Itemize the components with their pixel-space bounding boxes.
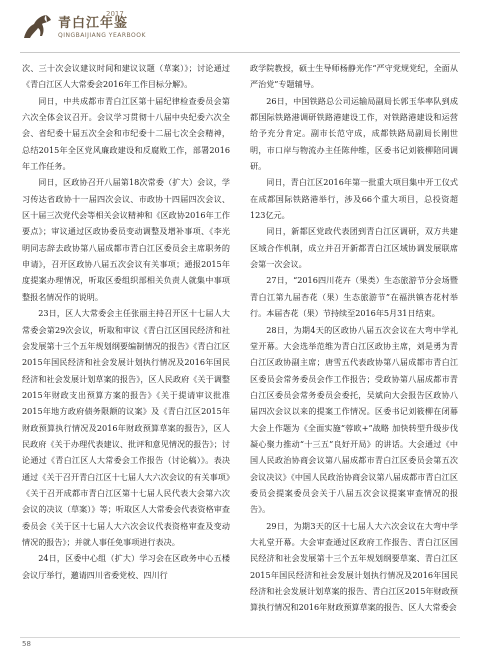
- paragraph: 23日，区人大常委会主任张丽主持召开区十七届人大常委会第29次会议，听取和审议《青白江区国民经济和社会发展第十三个五年规划纲要编制情况的报告》《青白江区2015年国民经济和社会发展计划执行情况及2016年国民经济和社会发展计划草案的报告》，区人民政府《关于调整2015年财政支出预算方案的报告》《关于提请审议批准2015年地方政府债务限额的议案》及《青白江区2015年财政预算执行情况及2016年财政预算草案的报告》，区人民政府《关于办理代表建议、批评和意见情况的报告》；讨论通过《青白江区人大常委会工作报告（讨论稿）》。表决通过《关于召开青白江区十七届人大六次会议的有关事项》《关于召开成都市青白江区第十七届人民代表大会第六次会议的决议（草案）》等；听取区人大常委会代表资格审查委员会《关于区十七届人大六次会议代表资格审查及变动情况的报告》；并就人事任免事项进行表决。: [22, 308, 230, 547]
- paragraph: 27日，“2016四川花卉（果类）生态旅游节分会场暨青白江第九届杏花（果）生态旅游节”在福洪镇杏花村举行。本届杏花（果）节持续至2016年5月31日结束。: [250, 275, 458, 319]
- paragraph: 同日，中共成都市青白江区第十届纪律检查委员会第六次全体会议召开。会议学习贯彻十八届中央纪委六次全会、省纪委十届五次全会和市纪委十二届七次全会精神，总结2015年全区党风廉政建设和反腐败工作，部署2016年工作任务。: [22, 95, 230, 172]
- header-divider: [20, 52, 460, 53]
- paragraph: 同日，青白江区2016年第一批重大项目集中开工仪式在成都国际铁路港举行，涉及66个重大项目，总投资超123亿元。: [250, 177, 458, 221]
- page-number: 58: [22, 640, 31, 648]
- paragraph: 24日，区委中心组（扩大）学习会在区政务中心五楼会议厅举行，邀请四川省委党校、四川行: [22, 553, 230, 580]
- paragraph: 28日，为期4天的区政协八届五次会议在大弯中学礼堂开幕。大会选举范维为青白江区政协主席，刘是勇为青白江区政协副主席；唐雪五代表政协第八届成都市青白江区委员会常务委员会作工作报告；受政协第八届成都市青白江区委员会常务委员会委托，吴斌向大会报告区政协八届四次会议以来的提案工作情况。区委书记刘筱柳在闭幕大会上作题为《全面实施“蓉欧+”战略 加快转型升级步伐 凝心聚力推动“十三五”良好开局》的讲话。大会通过《中国人民政治协商会议第八届成都市青白江区委员会第五次会议决议》《中国人民政治协商会议第八届成都市青白江区委员会提案委员会关于八届五次会议提案审查情况的报告》。: [250, 324, 458, 515]
- paragraph: 次、三十次会议建议时间和建议议题（草案）》；讨论通过《青白江区人大常委会2016年工作目标分解》。: [22, 63, 230, 90]
- page-header: [20, 8, 460, 52]
- footer-divider: [20, 637, 460, 638]
- paragraph: 29日，为期3天的区十七届人大六次会议在大弯中学大礼堂开幕。大会审查通过区政府工作报告、青白江区国民经济和社会发展第十三个五年规划纲要草案、青白江区2015年国民经济和社会发展计划执行情况及2016年国民经济和社会发展计划草案的报告、青白江区2015年财政预算执行情况和2016年财政预算草案的报告、区人大常委会: [250, 520, 458, 613]
- paragraph: 政学院教授，硕士生导师杨静光作“严守党规党纪，全面从严治党”专题辅导。: [250, 63, 458, 90]
- yearbook-subtitle: QINGBAIJIANG YEARBOOK: [58, 32, 146, 39]
- horse-logo-icon: [20, 10, 54, 44]
- yearbook-year: 2017: [106, 10, 124, 18]
- yearbook-title: 青白江年鉴: [58, 16, 129, 31]
- paragraph: 同日，新都区党政代表团到青白江区调研，双方共建区域合作机制，成立并召开新都青白江区域协调发展联席会第一次会议。: [250, 226, 458, 270]
- left-column: [22, 60, 230, 583]
- paragraph: 同日，区政协召开八届第18次常委（扩大）会议，学习传达省政协十一届四次会议、市政协十四届四次会议、区十届三次党代会等相关会议精神和《区政协2016年工作要点》；审议通过区政协委员变动调整及增补事项、《李光明同志辞去政协第八届成都市青白江区委员会主席职务的申请》，召开区政协八届五次会议有关事项；通报2015年度提案办理情况，听取区委组织部相关负责人就集中事项整报名情况作的说明。: [22, 177, 230, 302]
- right-column: [250, 60, 458, 616]
- paragraph: 26日，中国铁路总公司运输局副局长郭玉华率队到成都国际铁路港调研铁路港建设工作，对铁路港建设和运营给予充分肯定。副市长范守成，成都铁路局副局长刚世明，市口岸与物流办主任陈仲维，区委书记刘筱柳陪同调研。: [250, 95, 458, 172]
